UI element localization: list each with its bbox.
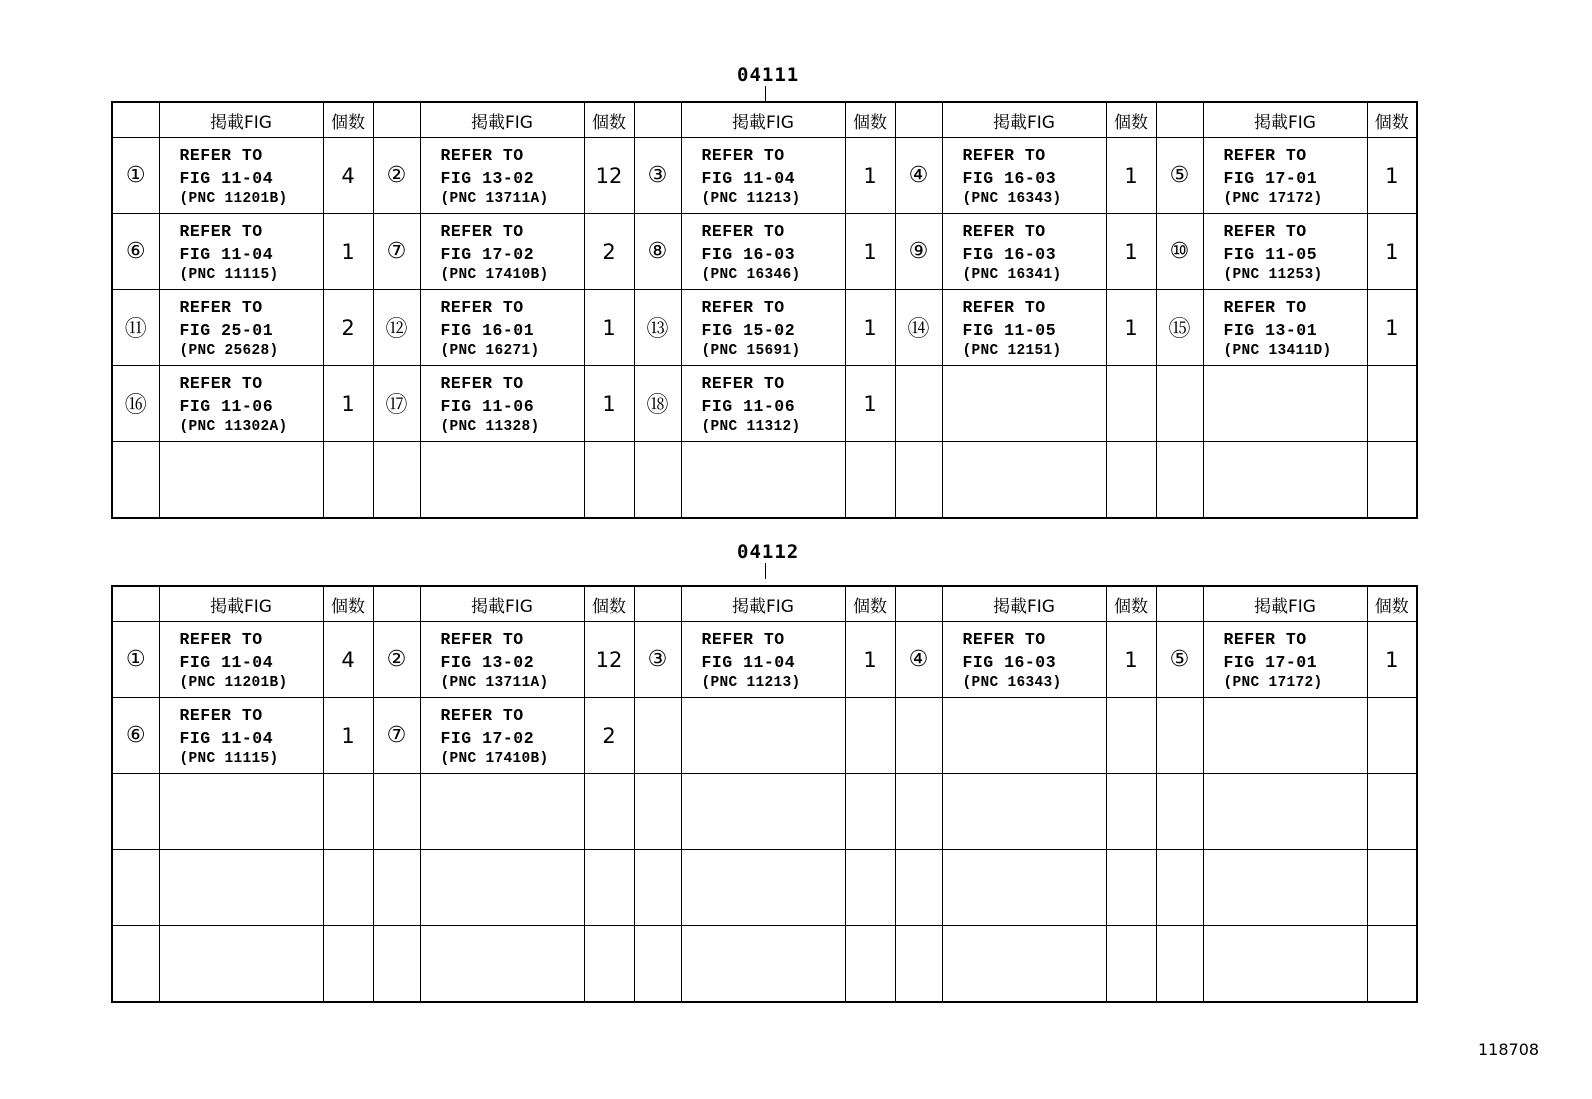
figure-reference [420, 850, 584, 926]
pnc-number: (PNC 11115) [179, 750, 279, 767]
item-quantity [1106, 698, 1156, 774]
figure-reference [1203, 442, 1367, 519]
fig-number: FIG 16-03 [962, 652, 1057, 672]
fig-number: FIG 11-04 [701, 168, 796, 188]
refer-to-text: REFER TO [179, 221, 263, 241]
table-row [112, 774, 1417, 850]
item-number [1156, 774, 1203, 850]
pnc-number: (PNC 15691) [701, 342, 801, 359]
item-quantity: 1 [323, 698, 373, 774]
item-number [634, 442, 681, 519]
item-number: ⑯ [112, 366, 159, 442]
figure-reference [681, 290, 845, 366]
header-cell-qty: 個数 [323, 102, 373, 138]
fig-number: FIG 11-04 [179, 728, 274, 748]
item-quantity: 1 [323, 366, 373, 442]
refer-to-text: REFER TO [440, 297, 524, 317]
figure-reference [1203, 698, 1367, 774]
item-number: ⑪ [112, 290, 159, 366]
item-quantity: 1 [845, 214, 895, 290]
header-row [112, 102, 1417, 138]
header-cell-number [112, 586, 159, 622]
item-number [1156, 926, 1203, 1003]
item-number: ② [373, 622, 420, 698]
header-cell-number [634, 586, 681, 622]
item-number [895, 698, 942, 774]
figure-reference [681, 214, 845, 290]
fig-number: FIG 25-01 [179, 320, 274, 340]
fig-number: FIG 11-04 [179, 652, 274, 672]
item-quantity [584, 774, 634, 850]
item-number [112, 774, 159, 850]
fig-number: FIG 11-04 [179, 168, 274, 188]
item-number [634, 698, 681, 774]
item-number: ⑮ [1156, 290, 1203, 366]
header-cell-qty: 個数 [1367, 102, 1417, 138]
item-quantity: 12 [584, 622, 634, 698]
refer-to-text: REFER TO [179, 373, 263, 393]
figure-reference [420, 214, 584, 290]
pnc-number: (PNC 13711A) [440, 674, 549, 691]
header-cell-number [373, 102, 420, 138]
item-number [1156, 442, 1203, 519]
refer-to-text: REFER TO [179, 297, 263, 317]
fig-number: FIG 13-02 [440, 652, 535, 672]
table-row [112, 850, 1417, 926]
leader-line [765, 86, 766, 102]
pnc-number: (PNC 25628) [179, 342, 279, 359]
pnc-number: (PNC 13411D) [1223, 342, 1332, 359]
figure-reference [942, 774, 1106, 850]
item-number [1156, 850, 1203, 926]
fig-number: FIG 11-05 [1223, 244, 1318, 264]
document-id: 118708 [1478, 1040, 1540, 1059]
item-number [373, 774, 420, 850]
fig-number: FIG 11-05 [962, 320, 1057, 340]
pnc-number: (PNC 11115) [179, 266, 279, 283]
fig-number: FIG 11-06 [440, 396, 535, 416]
figure-reference [159, 622, 323, 698]
header-cell-qty: 個数 [584, 102, 634, 138]
item-quantity: 2 [323, 290, 373, 366]
figure-reference [942, 366, 1106, 442]
header-cell-qty: 個数 [584, 586, 634, 622]
item-number: ⑬ [634, 290, 681, 366]
fig-number: FIG 16-01 [440, 320, 535, 340]
figure-reference [159, 698, 323, 774]
pnc-number: (PNC 11302A) [179, 418, 288, 435]
item-number: ⑭ [895, 290, 942, 366]
figure-reference [1203, 774, 1367, 850]
item-number: ⑫ [373, 290, 420, 366]
figure-reference [681, 138, 845, 214]
header-cell-qty: 個数 [1367, 586, 1417, 622]
item-quantity [845, 850, 895, 926]
figure-reference [681, 850, 845, 926]
figure-reference [1203, 926, 1367, 1003]
item-number: ① [112, 622, 159, 698]
item-quantity: 1 [1367, 214, 1417, 290]
refer-to-text: REFER TO [440, 705, 524, 725]
refer-to-text: REFER TO [440, 221, 524, 241]
fig-number: FIG 11-06 [179, 396, 274, 416]
figure-reference [942, 290, 1106, 366]
item-quantity [323, 850, 373, 926]
item-quantity [584, 926, 634, 1003]
figure-reference [1203, 622, 1367, 698]
item-number [634, 926, 681, 1003]
refer-to-text: REFER TO [1223, 145, 1307, 165]
table-row [112, 138, 1417, 214]
item-quantity: 1 [1367, 622, 1417, 698]
pnc-number: (PNC 11213) [701, 190, 801, 207]
item-quantity [1367, 698, 1417, 774]
item-number [634, 850, 681, 926]
header-cell-qty: 個数 [845, 586, 895, 622]
fig-number: FIG 13-02 [440, 168, 535, 188]
header-cell-qty: 個数 [323, 586, 373, 622]
item-quantity: 4 [323, 622, 373, 698]
item-quantity: 4 [323, 138, 373, 214]
item-quantity [1106, 774, 1156, 850]
figure-reference [681, 366, 845, 442]
item-number [112, 926, 159, 1003]
item-quantity: 1 [584, 290, 634, 366]
item-number: ④ [895, 622, 942, 698]
refer-to-text: REFER TO [179, 629, 263, 649]
table-row [112, 442, 1417, 519]
pnc-number: (PNC 11328) [440, 418, 540, 435]
pnc-number: (PNC 17172) [1223, 674, 1323, 691]
figure-reference [942, 698, 1106, 774]
item-quantity [1106, 442, 1156, 519]
figure-reference [681, 774, 845, 850]
figure-reference [420, 698, 584, 774]
fig-number: FIG 11-04 [179, 244, 274, 264]
header-cell-fig: 掲載FIG [681, 586, 845, 622]
item-number: ① [112, 138, 159, 214]
figure-reference [159, 850, 323, 926]
header-cell-fig: 掲載FIG [942, 102, 1106, 138]
item-quantity [584, 850, 634, 926]
figure-reference [681, 698, 845, 774]
table-row [112, 698, 1417, 774]
item-number [895, 774, 942, 850]
refer-to-text: REFER TO [1223, 297, 1307, 317]
header-cell-number [895, 586, 942, 622]
pnc-number: (PNC 13711A) [440, 190, 549, 207]
fig-number: FIG 16-03 [962, 244, 1057, 264]
item-number: ⑰ [373, 366, 420, 442]
pnc-number: (PNC 16341) [962, 266, 1062, 283]
table-body-04111 [112, 102, 1417, 518]
pnc-number: (PNC 16343) [962, 674, 1062, 691]
figure-reference [1203, 290, 1367, 366]
figure-reference [159, 774, 323, 850]
header-cell-number [895, 102, 942, 138]
table-row [112, 290, 1417, 366]
item-number [895, 442, 942, 519]
refer-to-text: REFER TO [179, 145, 263, 165]
header-cell-number [634, 102, 681, 138]
figure-reference [420, 774, 584, 850]
item-number: ③ [634, 622, 681, 698]
refer-to-text: REFER TO [701, 373, 785, 393]
item-number: ⑤ [1156, 138, 1203, 214]
figure-reference [159, 366, 323, 442]
item-number: ⑨ [895, 214, 942, 290]
item-quantity [1106, 366, 1156, 442]
item-quantity: 1 [323, 214, 373, 290]
item-number: ⑥ [112, 214, 159, 290]
header-cell-qty: 個数 [845, 102, 895, 138]
figure-reference [159, 290, 323, 366]
header-cell-qty: 個数 [1106, 102, 1156, 138]
header-cell-number [1156, 102, 1203, 138]
item-number [1156, 698, 1203, 774]
pnc-number: (PNC 11201B) [179, 190, 288, 207]
item-quantity: 1 [845, 290, 895, 366]
header-cell-fig: 掲載FIG [420, 102, 584, 138]
pnc-number: (PNC 11213) [701, 674, 801, 691]
item-quantity [1367, 366, 1417, 442]
item-quantity: 1 [1367, 290, 1417, 366]
item-quantity [845, 698, 895, 774]
figure-reference [159, 442, 323, 519]
figure-reference [942, 622, 1106, 698]
table-body-04112 [112, 586, 1417, 1002]
refer-to-text: REFER TO [1223, 629, 1307, 649]
item-number: ② [373, 138, 420, 214]
refer-to-text: REFER TO [962, 297, 1046, 317]
figure-reference [681, 442, 845, 519]
fig-number: FIG 17-01 [1223, 652, 1318, 672]
refer-to-text: REFER TO [962, 145, 1046, 165]
refer-to-text: REFER TO [440, 629, 524, 649]
figure-reference [1203, 138, 1367, 214]
pnc-number: (PNC 11253) [1223, 266, 1323, 283]
fig-number: FIG 11-04 [701, 652, 796, 672]
header-cell-fig: 掲載FIG [1203, 586, 1367, 622]
header-cell-fig: 掲載FIG [159, 586, 323, 622]
pnc-number: (PNC 16346) [701, 266, 801, 283]
fig-number: FIG 16-03 [701, 244, 796, 264]
item-quantity [845, 442, 895, 519]
item-number: ⑱ [634, 366, 681, 442]
header-cell-fig: 掲載FIG [942, 586, 1106, 622]
figure-reference [420, 442, 584, 519]
table-row [112, 926, 1417, 1003]
figure-reference [942, 850, 1106, 926]
item-quantity: 1 [1106, 290, 1156, 366]
item-quantity [323, 926, 373, 1003]
item-quantity: 1 [845, 622, 895, 698]
item-quantity [323, 442, 373, 519]
item-quantity [1367, 774, 1417, 850]
item-number: ⑩ [1156, 214, 1203, 290]
item-number: ③ [634, 138, 681, 214]
fig-number: FIG 17-02 [440, 244, 535, 264]
item-number [895, 926, 942, 1003]
fig-number: FIG 17-02 [440, 728, 535, 748]
item-quantity [845, 926, 895, 1003]
figure-reference [420, 366, 584, 442]
item-number [895, 366, 942, 442]
header-cell-number [112, 102, 159, 138]
header-cell-number [373, 586, 420, 622]
item-quantity: 1 [1106, 214, 1156, 290]
figure-reference [681, 622, 845, 698]
item-number: ⑦ [373, 214, 420, 290]
item-quantity [584, 442, 634, 519]
item-quantity: 2 [584, 698, 634, 774]
item-number: ⑥ [112, 698, 159, 774]
figure-reference [681, 926, 845, 1003]
figure-reference [942, 138, 1106, 214]
item-number [895, 850, 942, 926]
item-number [1156, 366, 1203, 442]
figure-reference [420, 138, 584, 214]
figure-reference [1203, 850, 1367, 926]
figure-reference [942, 926, 1106, 1003]
figure-reference [1203, 366, 1367, 442]
fig-number: FIG 11-06 [701, 396, 796, 416]
header-cell-qty: 個数 [1106, 586, 1156, 622]
figure-reference [1203, 214, 1367, 290]
leader-line [765, 563, 766, 579]
pnc-number: (PNC 17172) [1223, 190, 1323, 207]
pnc-number: (PNC 16343) [962, 190, 1062, 207]
item-quantity: 2 [584, 214, 634, 290]
item-number [373, 442, 420, 519]
pnc-number: (PNC 17410B) [440, 750, 549, 767]
pnc-number: (PNC 17410B) [440, 266, 549, 283]
header-cell-fig: 掲載FIG [159, 102, 323, 138]
item-quantity: 1 [1106, 138, 1156, 214]
kit-label-04112: 04112 [737, 541, 800, 563]
figure-reference-table [111, 585, 1418, 1003]
figure-reference [942, 442, 1106, 519]
figure-reference-table [111, 101, 1418, 519]
refer-to-text: REFER TO [962, 629, 1046, 649]
item-quantity [1106, 926, 1156, 1003]
item-quantity: 1 [845, 138, 895, 214]
item-number [373, 926, 420, 1003]
item-number: ⑦ [373, 698, 420, 774]
item-quantity [1367, 442, 1417, 519]
refer-to-text: REFER TO [701, 145, 785, 165]
figure-reference [942, 214, 1106, 290]
pnc-number: (PNC 11201B) [179, 674, 288, 691]
item-number [634, 774, 681, 850]
item-number: ⑤ [1156, 622, 1203, 698]
item-quantity [845, 774, 895, 850]
pnc-number: (PNC 11312) [701, 418, 801, 435]
figure-reference [159, 926, 323, 1003]
refer-to-text: REFER TO [701, 297, 785, 317]
table-row [112, 214, 1417, 290]
kit-label-04111: 04111 [737, 64, 800, 86]
item-quantity [1367, 850, 1417, 926]
header-cell-fig: 掲載FIG [420, 586, 584, 622]
refer-to-text: REFER TO [440, 145, 524, 165]
refer-to-text: REFER TO [179, 705, 263, 725]
fig-number: FIG 17-01 [1223, 168, 1318, 188]
refer-to-text: REFER TO [701, 221, 785, 241]
refer-to-text: REFER TO [1223, 221, 1307, 241]
figure-reference [159, 138, 323, 214]
fig-number: FIG 15-02 [701, 320, 796, 340]
pnc-number: (PNC 16271) [440, 342, 540, 359]
header-row [112, 586, 1417, 622]
item-quantity: 1 [1106, 622, 1156, 698]
figure-reference [159, 214, 323, 290]
item-quantity: 12 [584, 138, 634, 214]
pnc-number: (PNC 12151) [962, 342, 1062, 359]
fig-number: FIG 16-03 [962, 168, 1057, 188]
refer-to-text: REFER TO [440, 373, 524, 393]
item-number: ④ [895, 138, 942, 214]
table-row [112, 622, 1417, 698]
fig-number: FIG 13-01 [1223, 320, 1318, 340]
header-cell-fig: 掲載FIG [681, 102, 845, 138]
item-quantity: 1 [584, 366, 634, 442]
item-quantity [323, 774, 373, 850]
item-quantity: 1 [1367, 138, 1417, 214]
table-row [112, 366, 1417, 442]
item-quantity [1106, 850, 1156, 926]
figure-reference [420, 926, 584, 1003]
item-quantity: 1 [845, 366, 895, 442]
refer-to-text: REFER TO [962, 221, 1046, 241]
item-quantity [1367, 926, 1417, 1003]
item-number [373, 850, 420, 926]
item-number: ⑧ [634, 214, 681, 290]
refer-to-text: REFER TO [701, 629, 785, 649]
item-number [112, 850, 159, 926]
header-cell-number [1156, 586, 1203, 622]
item-number [112, 442, 159, 519]
figure-reference [420, 622, 584, 698]
header-cell-fig: 掲載FIG [1203, 102, 1367, 138]
figure-reference [420, 290, 584, 366]
